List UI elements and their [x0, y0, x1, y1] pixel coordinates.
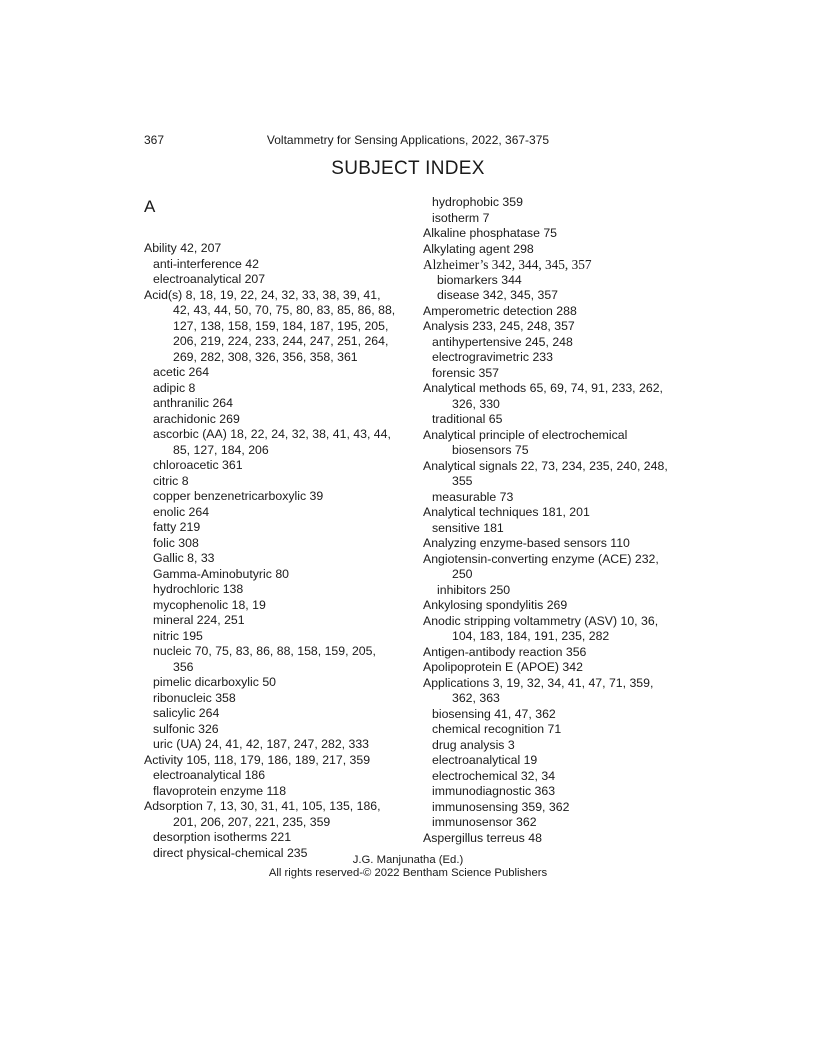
index-entry: Alkaline phosphatase 75	[423, 226, 557, 240]
index-subentry: chloroacetic 361	[153, 458, 243, 472]
index-subentry: electroanalytical 207	[153, 272, 266, 286]
index-entry: Ankylosing spondylitis 269	[423, 598, 568, 612]
index-entry: Alzheimer’s 342, 344, 345, 357	[423, 257, 592, 272]
footer-copyright: All rights reserved-© 2022 Bentham Science Publishers	[268, 867, 548, 879]
index-subentry: enolic 264	[153, 504, 210, 519]
index-entry: Ability 42, 207	[144, 241, 222, 255]
index-entry: Analytical principle of electrochemical	[423, 427, 628, 442]
index-subentry: biomarkers 344	[437, 272, 522, 287]
index-entry-continuation: biosensors 75	[452, 443, 529, 457]
index-entry-continuation: 85, 127, 184, 206	[173, 442, 269, 457]
index-entry-continuation: 269, 282, 308, 326, 356, 358, 361	[173, 349, 358, 364]
index-entry-continuation: 250	[452, 567, 473, 581]
index-subentry: drug analysis 3	[432, 737, 515, 752]
index-entry: Activity 105, 118, 179, 186, 189, 217, 359	[144, 752, 371, 767]
index-subentry: isotherm 7	[432, 210, 490, 225]
index-entry: Analytical techniques 181, 201	[423, 505, 590, 519]
index-subentry: adipic 8	[153, 380, 196, 395]
index-subentry: desorption isotherms 221	[153, 830, 292, 844]
index-subentry: chemical recognition 71	[432, 722, 562, 736]
index-column-right	[423, 195, 683, 846]
index-column-left	[144, 241, 414, 861]
index-entry: Amperometric detection 288	[423, 303, 577, 318]
index-subentry: hydrochloric 138	[153, 582, 244, 596]
index-subentry: forensic 357	[432, 365, 499, 380]
index-entry: Antigen-antibody reaction 356	[423, 644, 587, 659]
index-subentry: citric 8	[153, 473, 189, 488]
index-entry-continuation: 201, 206, 207, 221, 235, 359	[173, 814, 331, 829]
index-entry: Analysis 233, 245, 248, 357	[423, 319, 575, 333]
index-entry: Apolipoprotein E (APOE) 342	[423, 660, 583, 674]
index-entry: Acid(s) 8, 18, 19, 22, 24, 32, 33, 38, 39, 41,	[144, 287, 381, 302]
section-letter: A	[144, 197, 156, 216]
index-entry: Adsorption 7, 13, 30, 31, 41, 105, 135, 186,	[144, 799, 381, 813]
index-entry: Analyzing enzyme-based sensors 110	[423, 536, 630, 550]
index-subentry: anti-interference 42	[153, 256, 259, 271]
index-entry: Applications 3, 19, 32, 34, 41, 47, 71, 359,	[423, 675, 654, 690]
index-subentry: Gamma-Aminobutyric 80	[153, 566, 289, 581]
index-subentry: folic 308	[153, 535, 199, 550]
index-subentry: fatty 219	[153, 520, 201, 534]
index-subentry: traditional 65	[432, 412, 503, 426]
index-entry: Analytical signals 22, 73, 234, 235, 240, 248,	[423, 458, 668, 473]
index-subentry: mineral 224, 251	[153, 613, 245, 627]
index-subentry: hydrophobic 359	[432, 195, 523, 209]
index-subentry: sensitive 181	[432, 520, 504, 535]
index-subentry: arachidonic 269	[153, 411, 240, 426]
index-subentry: pimelic dicarboxylic 50	[153, 675, 277, 689]
index-subentry: electroanalytical 19	[432, 753, 538, 767]
index-subentry: Gallic 8, 33	[153, 551, 215, 565]
index-subentry: nucleic 70, 75, 83, 86, 88, 158, 159, 205,	[153, 644, 376, 658]
index-subentry: salicylic 264	[153, 706, 220, 720]
index-subentry: immunodiagnostic 363	[432, 784, 556, 798]
index-subentry: nitric 195	[153, 628, 203, 643]
index-entry: Analytical methods 65, 69, 74, 91, 233, 262,	[423, 381, 663, 395]
index-entry-continuation: 356	[173, 659, 194, 674]
index-entry-continuation: 355	[452, 474, 473, 488]
index-entry-continuation: 362, 363	[452, 691, 500, 705]
index-subentry: immunosensor 362	[432, 815, 537, 829]
index-entry: Aspergillus terreus 48	[423, 830, 542, 845]
index-subentry: disease 342, 345, 357	[437, 288, 559, 302]
index-entry-continuation: 206, 219, 224, 233, 244, 247, 251, 264,	[173, 334, 389, 348]
index-subentry: mycophenolic 18, 19	[153, 597, 266, 612]
index-entry-continuation: 326, 330	[452, 396, 500, 411]
index-subentry: electrogravimetric 233	[432, 350, 553, 364]
index-subentry: direct physical-chemical 235	[153, 845, 308, 860]
index-entry: Anodic stripping voltammetry (ASV) 10, 36,	[423, 613, 659, 628]
index-subentry: electroanalytical 186	[153, 768, 266, 782]
index-entry-continuation: 127, 138, 158, 159, 184, 187, 195, 205,	[173, 318, 389, 333]
index-subentry: acetic 264	[153, 365, 210, 379]
running-title: Voltammetry for Sensing Applications, 2022, 367-375	[266, 133, 550, 147]
index-subentry: uric (UA) 24, 41, 42, 187, 247, 282, 333	[153, 737, 370, 751]
index-subentry: electrochemical 32, 34	[432, 768, 556, 783]
page-number: 367	[144, 133, 165, 147]
index-subentry: flavoprotein enzyme 118	[153, 783, 287, 798]
index-subentry: measurable 73	[432, 489, 514, 504]
page-title: SUBJECT INDEX	[331, 158, 485, 179]
index-entry-continuation: 42, 43, 44, 50, 70, 75, 80, 83, 85, 86, 88,	[173, 303, 396, 317]
index-subentry: anthranilic 264	[153, 396, 233, 410]
index-subentry: immunosensing 359, 362	[432, 799, 570, 814]
index-subentry: biosensing 41, 47, 362	[432, 706, 556, 721]
index-entry: Alkylating agent 298	[423, 241, 534, 256]
index-subentry: inhibitors 250	[437, 582, 511, 597]
index-subentry: ribonucleic 358	[153, 690, 236, 705]
index-subentry: sulfonic 326	[153, 721, 219, 736]
index-subentry: antihypertensive 245, 248	[432, 334, 573, 349]
footer-editor: J.G. Manjunatha (Ed.)	[352, 854, 464, 866]
running-header	[144, 133, 672, 149]
index-subentry: copper benzenetricarboxylic 39	[153, 489, 324, 503]
index-entry: Angiotensin-converting enzyme (ACE) 232,	[423, 551, 659, 566]
index-entry-continuation: 104, 183, 184, 191, 235, 282	[452, 629, 610, 643]
index-subentry: ascorbic (AA) 18, 22, 24, 32, 38, 41, 43, 44,	[153, 427, 391, 441]
